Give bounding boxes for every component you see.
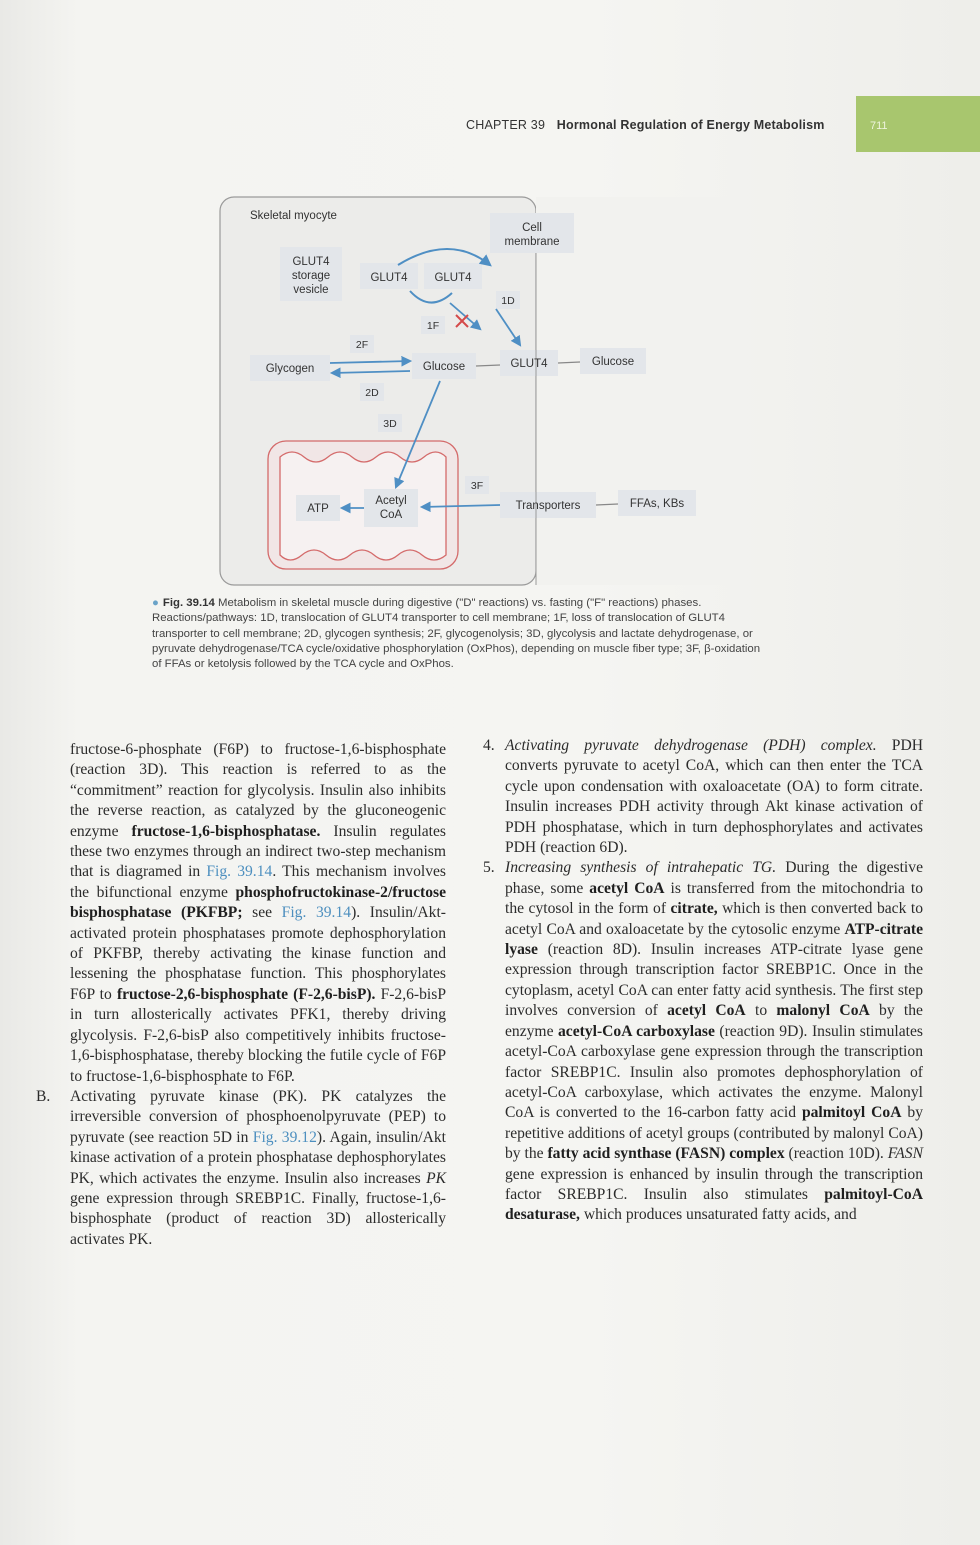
text-run: by repetitive additions of acetyl groups (contributed by malonyl CoA) by the xyxy=(505,1104,924,1163)
page-number: 711 xyxy=(870,120,888,132)
glucose-inside-label: Glucose xyxy=(422,361,466,373)
text-run: which produces unsaturated fatty acids, and xyxy=(579,1206,857,1224)
text-run: to xyxy=(745,1002,777,1020)
metabolism-diagram xyxy=(218,195,738,590)
bold-term: acetyl-CoA carboxylase xyxy=(557,1022,715,1040)
vesicle-label-1: GLUT4 xyxy=(292,256,330,268)
list-marker: 4. xyxy=(483,737,495,754)
bold-term: acetyl CoA xyxy=(667,1002,746,1020)
right-column xyxy=(483,736,924,1226)
text-run: During the digestive phase, some xyxy=(505,859,923,897)
text-run: Insulin regulates these two enzymes through an indirect two-step mechanism that is diagramed in xyxy=(70,822,446,881)
r3d-label: 3D xyxy=(383,418,397,430)
membrane-label-1: Cell xyxy=(522,222,542,234)
figure-caption xyxy=(152,596,772,672)
cell-label: Skeletal myocyte xyxy=(250,210,337,222)
vesicle-label-3: vesicle xyxy=(293,284,329,296)
list-item-5 xyxy=(483,858,924,1225)
text-run: which is then converted back to acetyl CoA and oxaloacetate by the cytosolic enzyme xyxy=(505,900,924,938)
chapter-title: Hormonal Regulation of Energy Metabolism xyxy=(556,118,825,132)
list-marker: 5. xyxy=(483,859,495,877)
list-marker: B. xyxy=(36,1087,51,1105)
text-run: ). Insulin/Akt-activated protein phosphatases promote dephosphorylation of PKFBP, thereby activating the kinase function and lessening the phosphatase function. This phosphorylates F6P to xyxy=(70,904,446,1003)
figure-link[interactable]: Fig. 39.14 xyxy=(281,904,352,922)
bold-term: malonyl CoA xyxy=(776,1002,870,1020)
text-run: is transferred from the mitochondria to the cytosol in the form of xyxy=(505,879,923,918)
text-run: . This mechanism involves the bifunctional enzyme xyxy=(70,863,446,901)
item-5-text xyxy=(505,858,923,1225)
text-run: ). Again, insulin/Akt kinase activation of a protein phosphatase dephosphorylates PK, which activates the enzyme. Insulin also increases xyxy=(70,1128,447,1187)
bold-term: fatty acid synthase (FASN) complex xyxy=(547,1145,785,1163)
text-run: F-2,6-bisP in turn allosterically activates PFK1, thereby driving glycolysis. F-2,6-bisP also competitively inhibits fructose-1,6-bisphosphatase, thereby blocking the futile cycle of F6P to fructose-1,6-bisphosphate to F6P. xyxy=(70,985,446,1085)
chapter-number: CHAPTER 39 xyxy=(466,118,546,132)
bold-term: fructose-2,6-bisphosphate (F-2,6-bisP). xyxy=(116,985,376,1003)
r3f-label: 3F xyxy=(470,480,484,492)
list-item-4 xyxy=(483,736,923,858)
transporters-label: Transporters xyxy=(515,500,581,512)
text-run: (reaction 8D). Insulin increases ATP-citrate lyase gene expression through transcription factor SREBP1C. Once in the cytoplasm, acetyl CoA can enter fatty acid synthesis. The first step involves conversion of xyxy=(505,941,923,1020)
glycogen-label: Glycogen xyxy=(265,363,315,375)
italic-term: FASN xyxy=(887,1145,923,1163)
r1f-label: 1F xyxy=(426,320,440,332)
caption-bullet-icon: ● xyxy=(152,597,159,609)
membrane-label-2: membrane xyxy=(504,236,560,248)
item-b-text xyxy=(70,1087,446,1250)
text-run: (reaction 9D). Insulin stimulates acetyl-CoA carboxylase gene expression through the transcription factor SREBP1C. Insulin also promotes dephosphorylation of acetyl-CoA carboxylase, which activates the enzyme. Malonyl CoA is converted to the 16-carbon fatty acid xyxy=(505,1022,923,1122)
caption-label: Fig. 39.14 xyxy=(162,597,215,609)
bold-term: citrate, xyxy=(670,900,718,918)
r2f-label: 2F xyxy=(355,339,369,351)
text-run: PDH converts pyruvate to acetyl CoA, which can then enter the TCA cycle upon condensation with oxaloacetate (OA) to form citrate. Insulin increases PDH activity through Akt kinase activation of PDH phosphatase, which in turn dephosphorylates and activates PDH (reaction 6D). xyxy=(505,737,923,857)
acetyl-label-2: CoA xyxy=(379,509,403,521)
extracellular-space xyxy=(536,197,736,585)
vesicle-label-2: storage xyxy=(291,270,331,282)
atp-label: ATP xyxy=(307,503,329,515)
caption-text: Metabolism in skeletal muscle during digestive ("D" reactions) vs. fasting ("F" reactions) phases. Reactions/pathways: 1D, translocation of GLUT4 transporter to cell membrane; 1F, loss of translocation of GLUT4 transporter to cell membrane; 2D, glycogen synthesis; 2F, glycogenolysis; 3D, glycolysis and lactate dehydrogenase, or pyruvate dehydrogenase/TCA cycle/oxidative phosphorylation (OxPhos), depending on muscle fiber type; 3F, β-oxidation of FFAs or ketolysis followed by the TCA cycle and OxPhos. xyxy=(152,597,761,671)
italic-term: PK xyxy=(426,1169,446,1187)
r1d-label: 1D xyxy=(501,295,515,307)
bold-term: palmitoyl-CoA desaturase, xyxy=(505,1185,923,1224)
bold-term: acetyl CoA xyxy=(589,879,665,897)
text-run: gene expression is enhanced by insulin through the transcription factor SREBP1C. Insulin also stimulates xyxy=(505,1165,923,1203)
glut4-b-label: GLUT4 xyxy=(434,272,472,284)
bold-term: palmitoyl CoA xyxy=(801,1104,902,1122)
text-run: by the enzyme xyxy=(505,1002,923,1040)
left-column xyxy=(36,740,447,1250)
list-item-b xyxy=(36,1087,447,1250)
item-title: Increasing synthesis of intrahepatic TG. xyxy=(505,859,777,877)
bold-term: phosphofructokinase-2/fructose bisphosphatase (PKFBP; xyxy=(70,883,446,922)
figure-39-14 xyxy=(218,195,738,590)
text-run: gene expression through SREBP1C. Finally, fructose-1,6-bisphosphate (product of reaction 3D) allosterically activates PK. xyxy=(70,1189,446,1248)
text-run: Activating pyruvate kinase (PK). PK catalyzes the irreversible conversion of phosphoenolpyruvate (PEP) to pyruvate (see reaction 5D in xyxy=(70,1087,446,1146)
text-run: fructose-6-phosphate (F6P) to fructose-1,6-bisphosphate (reaction 3D). This reaction is referred to as the “commitment” reaction for glycolysis. Insulin also inhibits the reverse reaction, as catalyzed by the gluconeogenic enzyme xyxy=(70,741,446,840)
item-title: Activating pyruvate dehydrogenase (PDH) complex. xyxy=(505,737,877,754)
figure-link[interactable]: Fig. 39.14 xyxy=(206,863,273,881)
item-4-text xyxy=(505,736,923,858)
glucose-outside-label: Glucose xyxy=(591,356,635,368)
bold-term: ATP-citrate lyase xyxy=(505,920,923,959)
text-run: see xyxy=(242,904,282,922)
bold-term: fructose-1,6-bisphosphatase. xyxy=(131,822,321,840)
glut4-membrane-label: GLUT4 xyxy=(510,358,548,370)
left-paragraph xyxy=(70,740,446,1087)
page-number-tab xyxy=(856,96,980,152)
r2d-label: 2D xyxy=(365,387,379,399)
ffas-label: FFAs, KBs xyxy=(629,498,685,510)
text-run: (reaction 10D). xyxy=(784,1145,888,1163)
figure-link[interactable]: Fig. 39.12 xyxy=(252,1128,317,1146)
glut4-a-label: GLUT4 xyxy=(370,272,408,284)
running-header xyxy=(466,118,825,132)
acetyl-label-1: Acetyl xyxy=(375,495,407,507)
